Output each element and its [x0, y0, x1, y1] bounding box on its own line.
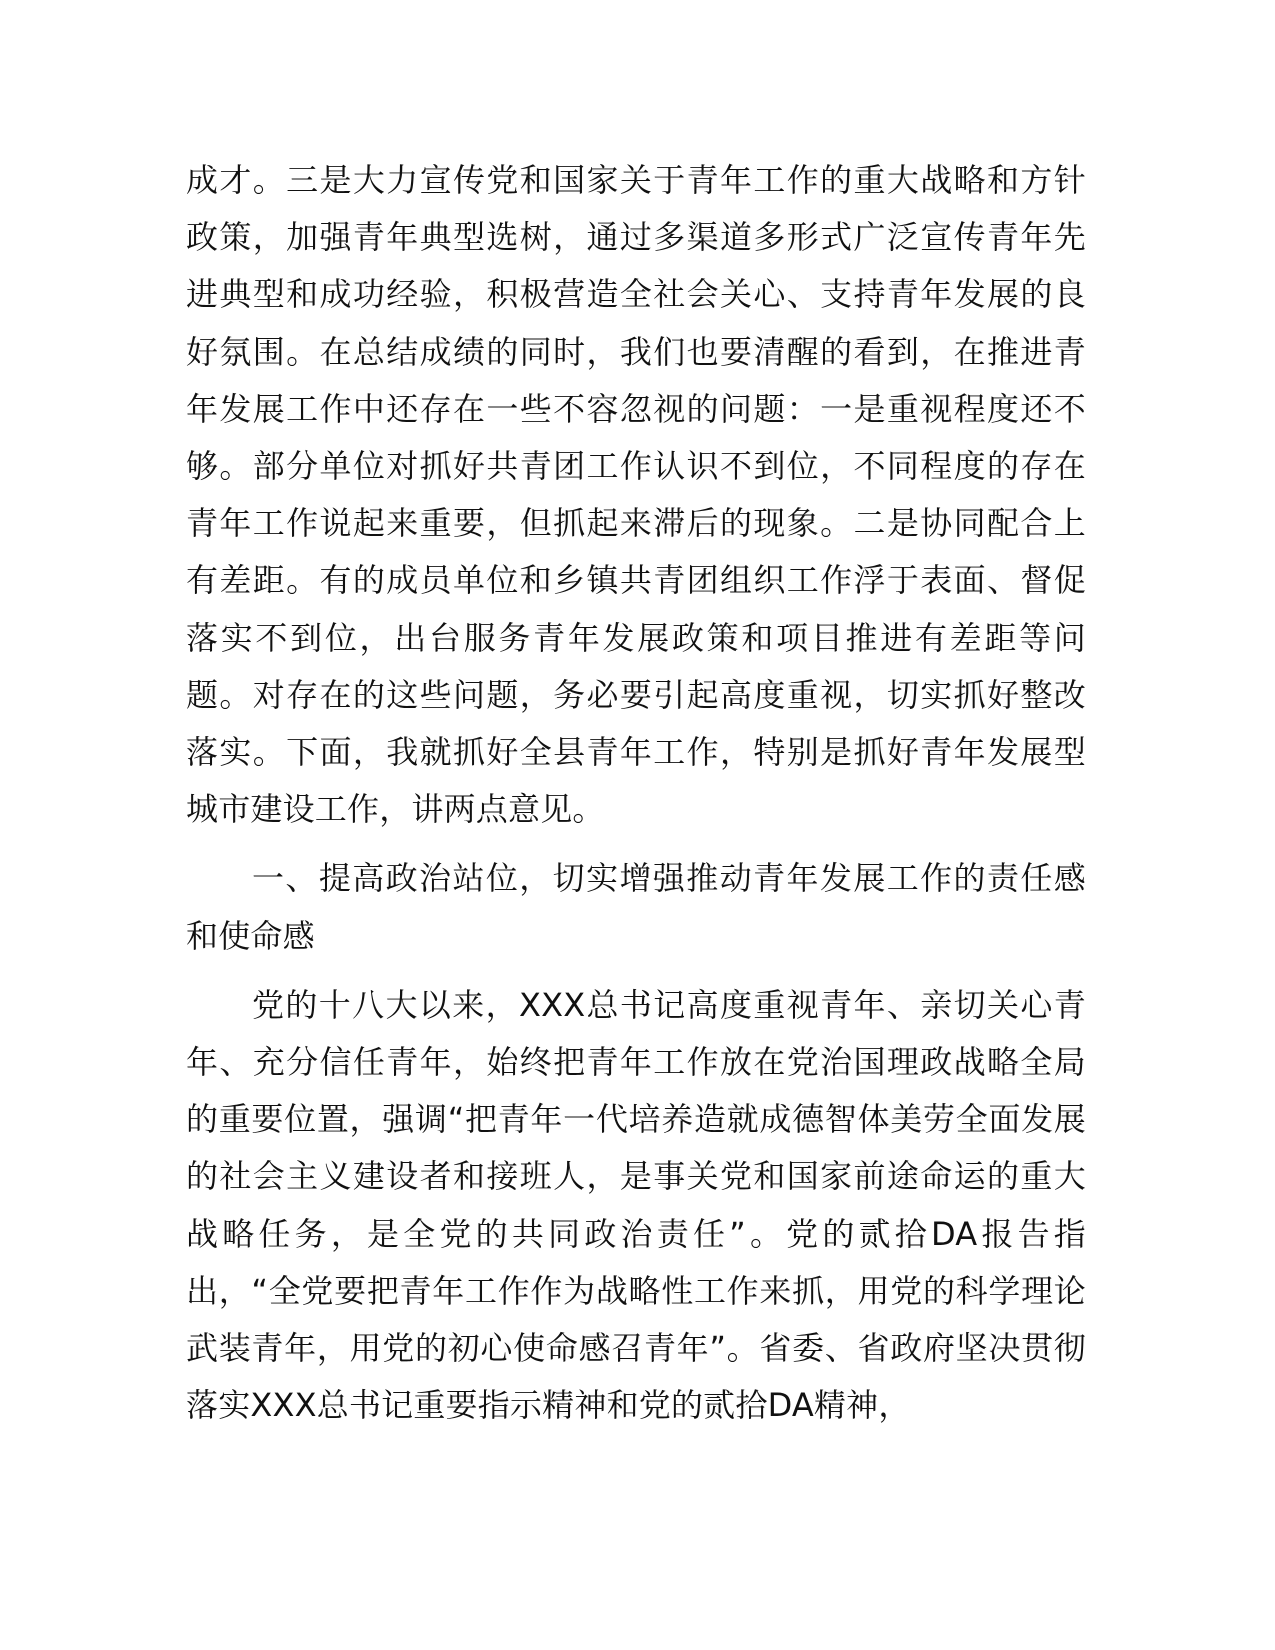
- body-paragraph-continued: 成才。三是大力宣传党和国家关于青年工作的重大战略和方针政策，加强青年典型选树，通过多渠道多形式广泛宣传青年先进典型和成功经验，积极营造全社会关心、支持青年发展的良好氛围。在总结成绩的同时，我们也要清醒的看到，在推进青年发展工作中还存在一些不容忽视的问题：一是重视程度还不够。部分单位对抓好共青团工作认识不到位，不同程度的存在青年工作说起来重要，但抓起来滞后的现象。二是协同配合上有差距。有的成员单位和乡镇共青团组织工作浮于表面、督促落实不到位，出台服务青年发展政策和项目推进有差距等问题。对存在的这些问题，务必要引起高度重视，切实抓好整改落实。下面，我就抓好全县青年工作，特别是抓好青年发展型城市建设工作，讲两点意见。: [186, 161, 1086, 829]
- section-heading-one: 一、提高政治站位，切实增强推动青年发展工作的责任感和使命感: [186, 859, 1086, 955]
- document-body: [186, 152, 1086, 1434]
- body-paragraph: 党的十八大以来，XXX总书记高度重视青年、亲切关心青年、充分信任青年，始终把青年工作放在党治国理政战略全局的重要位置，强调“把青年一代培养造就成德智体美劳全面发展的社会主义建设者和接班人，是事关党和国家前途命运的重大战略任务，是全党的共同政治责任”。党的贰拾DA报告指出，“全党要把青年工作作为战略性工作来抓，用党的科学理论武装青年，用党的初心使命感召青年”。省委、省政府坚决贯彻落实XXX总书记重要指示精神和党的贰拾DA精神，: [186, 985, 1086, 1425]
